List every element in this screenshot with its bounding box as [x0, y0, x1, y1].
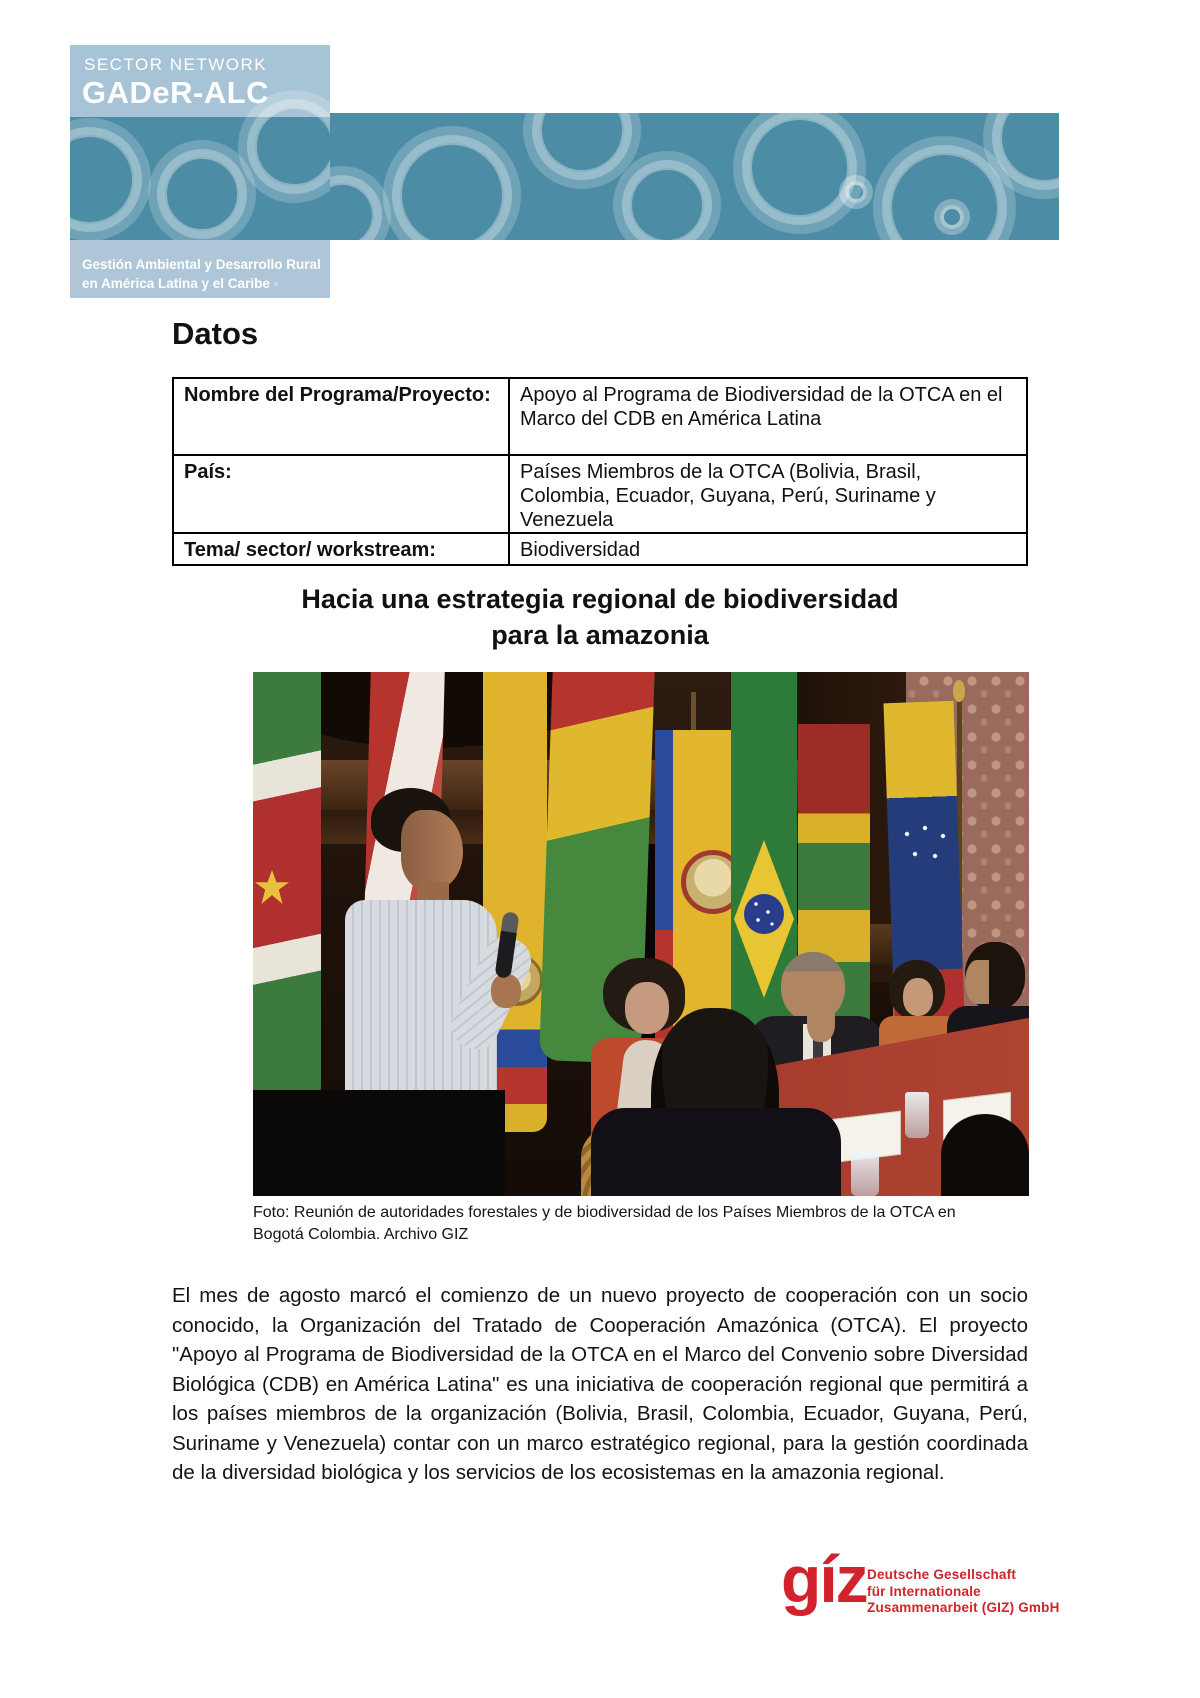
row-value: Apoyo al Programa de Biodiversidad de la OTCA en el Marco del CDB en América Latina [509, 378, 1027, 455]
speaker-face [401, 810, 463, 890]
participant-man3-face [965, 960, 989, 1004]
flag-suriname [253, 672, 321, 1108]
foreground-shoulders [591, 1108, 841, 1196]
photo-meeting [253, 672, 1029, 1196]
gader-alc-wordmark: GADeR-ALC [82, 75, 270, 110]
giz-text-line1: Deutsche Gesellschaft [867, 1567, 1017, 1582]
row-label: Tema/ sector/ workstream: [173, 533, 509, 565]
tagline-line1: Gestión Ambiental y Desarrollo Rural [82, 257, 321, 272]
row-label: País: [173, 455, 509, 533]
speaker-hand [491, 974, 521, 1008]
participant-man2-hand [807, 1000, 835, 1042]
sector-network-label: SECTOR NETWORK [84, 55, 268, 74]
foreground-head-right [941, 1114, 1029, 1196]
venezuela-stars-icon [897, 822, 955, 882]
table-row [173, 378, 1027, 455]
row-label: Nombre del Programa/Proyecto: [173, 378, 509, 455]
table-row [173, 533, 1027, 565]
title-line2: para la amazonia [491, 620, 709, 650]
giz-text-line3: Zusammenarbeit (GIZ) GmbH [867, 1600, 1060, 1615]
participant-woman2-face [903, 978, 933, 1016]
tagline-line2: en América Latina y el Caribe ◦ [82, 276, 279, 291]
logo-band-panel [70, 117, 330, 240]
giz-logo-text [867, 1567, 1060, 1617]
datos-table [172, 377, 1028, 566]
participant-woman1-face [625, 982, 669, 1034]
section-heading: Datos [172, 316, 259, 351]
pole-finial [953, 680, 965, 702]
article-title [172, 581, 1028, 653]
title-line1: Hacia una estrategia regional de biodiversidad [301, 584, 899, 614]
water-glass [851, 1150, 879, 1196]
giz-text-line2: für Internationale [867, 1583, 981, 1599]
water-glass [905, 1092, 929, 1138]
giz-wordmark: gíz [781, 1542, 867, 1616]
logo-tagline [82, 255, 321, 293]
row-value: Países Miembros de la OTCA (Bolivia, Brasil, Colombia, Ecuador, Guyana, Perú, Suriname y Venezuela [509, 455, 1027, 533]
row-value: Biodiversidad [509, 533, 1027, 565]
brazil-globe-icon [744, 894, 784, 934]
foreground-dark-left [253, 1090, 505, 1196]
article-body: El mes de agosto marcó el comienzo de un nuevo proyecto de cooperación con un socio conocido, la Organización del Tratado de Cooperación Amazónica (OTCA). El proyecto "Apoyo al Programa de Biodiversidad de la OTCA en el Marco del Convenio sobre Diversidad Biológica (CDB) en América Latina" es una iniciativa de cooperación regional que permitirá a los países miembros de la organización (Bolivia, Brasil, Colombia, Ecuador, Guyana, Perú, Suriname y Venezuela) contar con un marco estratégico regional, para la gestión coordinada de la diversidad biológica y los servicios de los ecosistemas en la amazonia regional. [172, 1284, 1028, 1484]
photo-caption: Foto: Reunión de autoridades forestales y de biodiversidad de los Países Miembros de la OTCA en Bogotá Colombia. Archivo GIZ [253, 1204, 956, 1243]
gader-logo [70, 45, 330, 298]
table-row [173, 455, 1027, 533]
